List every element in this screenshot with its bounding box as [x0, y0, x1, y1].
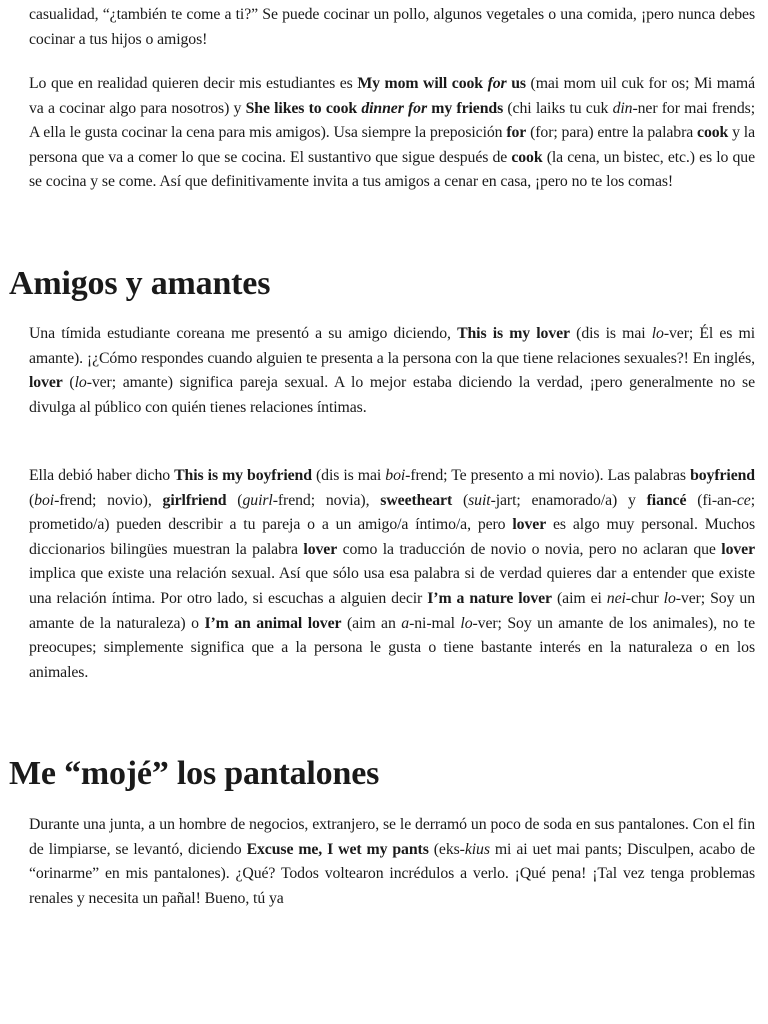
text-run: ; prometido/a) pueden describir a tu pareja o a un amigo/a íntimo/a, pero	[29, 491, 755, 534]
text-run: implica que existe una relación sexual. Así que sólo usa esa palabra si de verdad quieres dar a entender que existe una relación íntima. Por otro lado, si escuchas a alguien decir	[29, 565, 755, 607]
text-run: (la cena, un bistec, etc.) es lo que se cocina y se come. Así que definitivamente invita a tus amigos a cenar en casa, ¡pero no te los comas!	[29, 148, 755, 191]
text-run: guirl	[242, 491, 273, 509]
text-run: nei	[606, 589, 626, 607]
text-run: lover	[512, 516, 547, 534]
paragraph-lover-meaning	[29, 322, 755, 420]
text-run: Excuse me, I wet my pants	[246, 840, 429, 858]
text-run: (	[62, 374, 75, 392]
text-run: (mai mom uil cuk for os; Mi mamá va a cocinar algo para nosotros) y	[29, 75, 755, 117]
text-run: lo	[74, 374, 87, 392]
text-run: (	[226, 491, 243, 509]
text-run: -ver; Soy un amante de los animales), no te preocupes; simplemente significa que a la persona le gusta o tiene bastante interés en la naturaleza o en los animales.	[29, 614, 755, 681]
text-run: a	[401, 614, 410, 632]
text-run: (fi-an-	[686, 491, 737, 509]
text-run: girlfriend	[162, 491, 227, 509]
text-run: -frend; Te presento a mi novio). Las palabras	[405, 467, 691, 484]
text-run: -ver; amante) significa pareja sexual. A lo mejor estaba diciendo la verdad, ¡pero generalmente no se divulga al público con quién tienes relaciones íntimas.	[29, 374, 755, 416]
text-run: My mom will cook	[357, 75, 488, 92]
text-run: boi	[385, 467, 406, 484]
text-run: Una tímida estudiante coreana me presentó a su amigo diciendo,	[29, 325, 458, 342]
text-run: boi	[34, 491, 55, 509]
text-run: (for; para) entre la palabra	[526, 124, 698, 142]
text-run: -chur	[625, 589, 664, 607]
text-run: my friends	[427, 99, 504, 117]
text-run: This is my lover	[457, 325, 570, 342]
text-run: cook	[511, 148, 543, 166]
text-run: I’m an animal lover	[204, 614, 342, 632]
text-run: us	[506, 75, 526, 92]
section-heading-wet-pants: Me “mojé” los pantalones	[9, 755, 380, 792]
text-run: Lo que en realidad quieren decir mis estudiantes es	[29, 75, 358, 92]
text-run: (dis is mai	[311, 467, 386, 484]
text-run: lo	[460, 614, 473, 632]
text-run: dinner for	[361, 99, 428, 117]
text-run: (dis is mai	[569, 325, 652, 342]
text-run: din	[612, 99, 633, 117]
text-run: (	[29, 491, 35, 509]
text-run: lover	[29, 374, 63, 392]
paragraph-cook-for	[29, 72, 755, 195]
text-run: fiancé	[646, 491, 687, 509]
text-run: -ver; Él es mi amante). ¡¿Cómo respondes cuando alguien te presenta a la persona con la que tiene relaciones sexuales?! En inglés,	[29, 325, 755, 367]
text-run: for	[487, 75, 507, 92]
text-run: (chi laiks tu cuk	[503, 99, 613, 117]
text-run: -ni-mal	[409, 614, 461, 632]
paragraph-wet-pants-story	[29, 813, 755, 911]
text-run: Ella debió haber dicho	[29, 467, 175, 484]
section-heading-friends-lovers: Amigos y amantes	[9, 265, 271, 302]
paragraph-boyfriend-alternatives	[29, 464, 755, 685]
text-run: -frend; novio),	[54, 491, 163, 509]
text-run: for	[506, 124, 527, 142]
text-run: Durante una junta, a un hombre de negocios, extranjero, se le derramó un poco de soda en sus pantalones. Con el fin de limpiarse, se levantó, diciendo	[29, 816, 755, 858]
text-run: suit	[468, 491, 491, 509]
text-run: I’m a nature lover	[427, 589, 552, 607]
text-run: (aim an	[341, 614, 402, 632]
text-run: como la traducción de novio o novia, pero no aclaran que	[337, 540, 722, 558]
text-run: boyfriend	[690, 467, 755, 484]
text-run: (eks-	[428, 840, 465, 858]
text-run: This is my boyfriend	[174, 467, 312, 484]
text-run: sweetheart	[380, 491, 453, 509]
text-run: lo	[663, 589, 676, 607]
text-run: mi ai uet mai pants; Disculpen, acabo de “orinarme” en mis pantalones). ¿Qué? Todos voltearon incrédulos a verlo. ¡Qué pena! ¡Tal vez tenga problemas renales y necesita un pañal! Bueno, tú ya	[29, 840, 755, 907]
text-run: She likes to cook	[245, 99, 362, 117]
text-run: (aim ei	[551, 589, 607, 607]
paragraph-cooking-intro	[29, 3, 755, 52]
text-run: -ner for mai frends; A ella le gusta cocinar la cena para mis amigos). Usa siempre la preposición	[29, 99, 755, 142]
text-run: y la persona que va a comer lo que se cocina. El sustantivo que sigue después de	[29, 124, 755, 166]
text-run: kius	[464, 840, 490, 858]
text-run: lo	[651, 325, 664, 342]
text-run: lover	[721, 540, 756, 558]
text-run: -jart; enamorado/a) y	[490, 491, 647, 509]
text-run: -frend; novia),	[272, 491, 381, 509]
text-run: casualidad, “¿también te come a ti?” Se puede cocinar un pollo, algunos vegetales o una comida, ¡pero nunca debes cocinar a tus hijos o amigos!	[29, 6, 755, 48]
text-run: -ver; Soy un amante de la naturaleza) o	[29, 589, 755, 632]
text-run: cook	[697, 124, 729, 142]
text-run: (	[452, 491, 469, 509]
text-run: es algo muy personal. Muchos diccionarios bilingües muestran la palabra	[29, 516, 755, 558]
text-run: ce	[736, 491, 751, 509]
text-run: lover	[303, 540, 338, 558]
